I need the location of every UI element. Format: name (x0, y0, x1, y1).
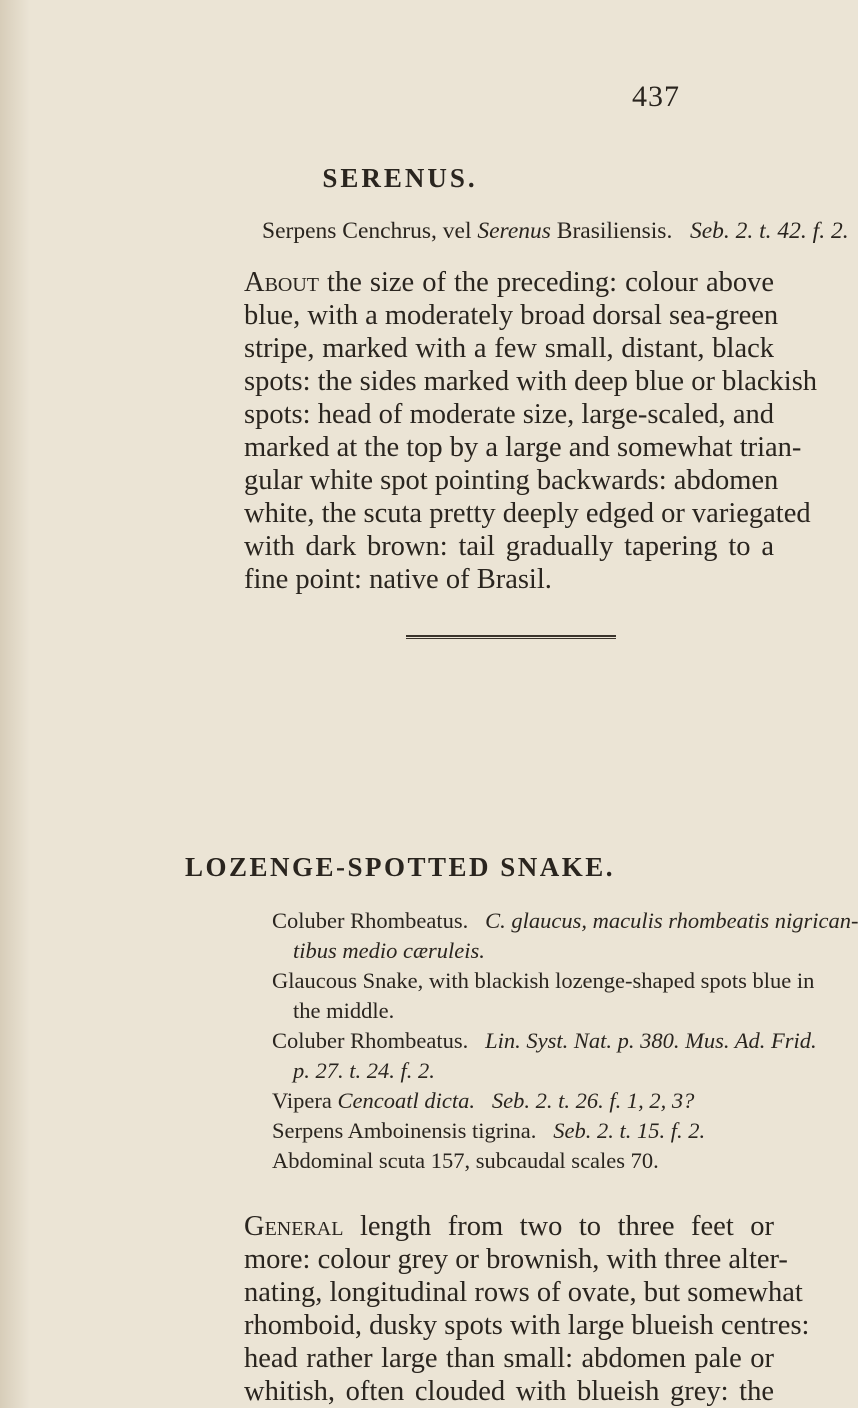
synonym-line: tibus medio cæruleis. (293, 938, 485, 963)
paragraph-line: whitish, often clouded with blueish grey: the (244, 1376, 774, 1407)
paragraph-line: spots: the sides marked with deep blue or blackish (244, 366, 818, 397)
paragraph-line: marked at the top by a large and somewhat trian- (244, 432, 802, 463)
paragraph-line: rhomboid, dusky spots with large blueish centres: (244, 1310, 810, 1341)
section-divider (406, 635, 616, 639)
paragraph-line: more: colour grey or brownish, with three alter- (244, 1244, 788, 1275)
synonym-line: p. 27. t. 24. f. 2. (293, 1058, 435, 1083)
paragraph-line: with dark brown: tail gradually tapering to a (244, 531, 774, 562)
paragraph-line: blue, with a moderately broad dorsal sea-green (244, 300, 779, 331)
synonym-line: Vipera Cencoatl dicta. Seb. 2. t. 26. f. 1, 2, 3? (272, 1088, 695, 1113)
page-edge-shadow (0, 0, 30, 1408)
description-paragraph (244, 266, 818, 596)
paragraph-line: stripe, marked with a few small, distant, black (244, 333, 774, 364)
paragraph-line: fine point: native of Brasil. (244, 564, 552, 595)
paragraph-line: spots: head of moderate size, large-scaled, and (244, 399, 774, 430)
page-number: 437 (632, 80, 680, 113)
synonym-line: Serpens Cenchrus, vel Serenus Brasiliensis. Seb. 2. t. 42. f. 2. (262, 218, 849, 244)
paragraph-line: nating, longitudinal rows of ovate, but somewhat (244, 1277, 803, 1308)
paragraph-line: General length from two to three feet or (244, 1211, 774, 1242)
synonym-line: Serpens Amboinensis tigrina. Seb. 2. t. 15. f. 2. (272, 1118, 706, 1143)
synonym-line: the middle. (293, 998, 395, 1023)
synonym-line: Coluber Rhombeatus. C. glaucus, maculis rhombeatis nigrican- (272, 908, 858, 933)
paragraph-line: head rather large than small: abdomen pale or (244, 1343, 774, 1374)
paragraph-line: gular white spot pointing backwards: abdomen (244, 465, 779, 496)
section-heading-serenus: SERENUS. (322, 163, 478, 193)
lead-word: About (244, 267, 320, 298)
description-paragraph (244, 1210, 810, 1408)
synonym-line: Glaucous Snake, with blackish lozenge-shaped spots blue in (272, 968, 815, 993)
paragraph-line: white, the scuta pretty deeply edged or variegated (244, 498, 811, 529)
lead-word: General (244, 1211, 344, 1242)
paragraph-line: About the size of the preceding: colour above (244, 267, 774, 298)
section-heading-lozenge-spotted-snake: LOZENGE-SPOTTED SNAKE. (184, 852, 616, 882)
synonym-line: Abdominal scuta 157, subcaudal scales 70. (272, 1148, 659, 1173)
synonym-line: Coluber Rhombeatus. Lin. Syst. Nat. p. 380. Mus. Ad. Frid. (272, 1028, 817, 1053)
